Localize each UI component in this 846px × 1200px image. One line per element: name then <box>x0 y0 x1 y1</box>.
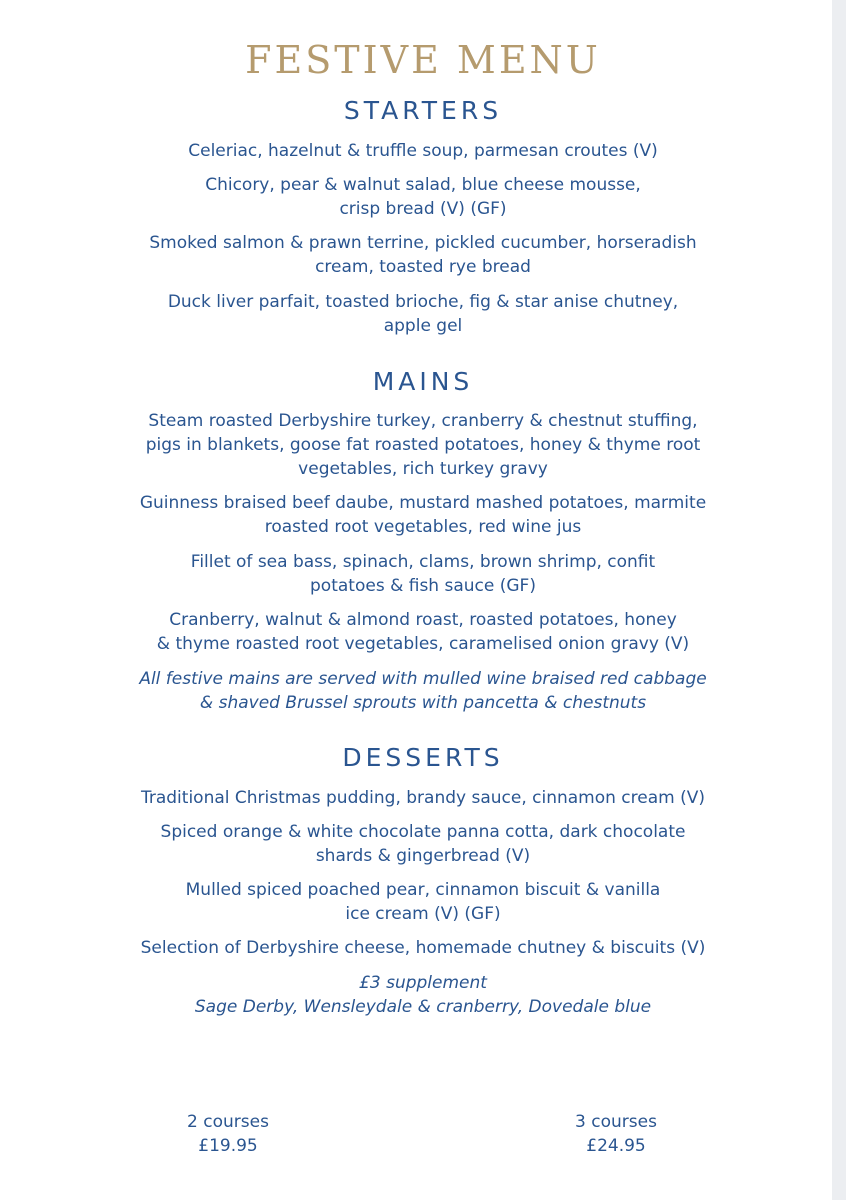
courses-label: 3 courses <box>575 1112 657 1132</box>
price-two-courses <box>128 1110 328 1158</box>
price-value: £24.95 <box>586 1136 646 1156</box>
starters-heading: STARTERS <box>343 96 503 125</box>
starter-item: Chicory, pear & walnut salad, blue cheese mousse, crisp bread (V) (GF) <box>205 175 641 219</box>
main-item: Guinness braised beef daube, mustard mashed potatoes, marmite roasted root vegetables, red wine jus <box>139 493 707 537</box>
main-item: Cranberry, walnut & almond roast, roasted potatoes, honey & thyme roasted root vegetables, caramelised onion gravy (V) <box>156 610 690 654</box>
main-item: Steam roasted Derbyshire turkey, cranberry & chestnut stuffing, pigs in blankets, goose fat roasted potatoes, honey & thyme root vegetables, rich turkey gravy <box>145 411 701 479</box>
price-value: £19.95 <box>198 1136 258 1156</box>
courses-label: 2 courses <box>187 1112 269 1132</box>
dessert-item: Selection of Derbyshire cheese, homemade chutney & biscuits (V) <box>140 938 706 958</box>
mains-heading: MAINS <box>372 367 474 396</box>
main-item: Fillet of sea bass, spinach, clams, brown shrimp, confit potatoes & fish sauce (GF) <box>190 552 656 596</box>
starter-item: Duck liver parfait, toasted brioche, fig & star anise chutney, apple gel <box>167 292 679 336</box>
menu-title: FESTIVE MENU <box>245 38 601 82</box>
dessert-item: Traditional Christmas pudding, brandy sauce, cinnamon cream (V) <box>140 788 706 808</box>
dessert-item: Mulled spiced poached pear, cinnamon biscuit & vanilla ice cream (V) (GF) <box>185 880 661 924</box>
desserts-heading: DESSERTS <box>342 743 504 772</box>
page-edge <box>832 0 846 1200</box>
dessert-item: Spiced orange & white chocolate panna cotta, dark chocolate shards & gingerbread (V) <box>160 822 686 866</box>
starter-item: Smoked salmon & prawn terrine, pickled cucumber, horseradish cream, toasted rye bread <box>149 233 697 277</box>
starter-item: Celeriac, hazelnut & truffle soup, parmesan croutes (V) <box>188 141 658 161</box>
cheese-supplement-note: £3 supplement Sage Derby, Wensleydale & cranberry, Dovedale blue <box>194 973 652 1017</box>
mains-note: All festive mains are served with mulled wine braised red cabbage & shaved Brussel sprouts with pancetta & chestnuts <box>139 669 707 713</box>
price-three-courses <box>516 1110 716 1158</box>
